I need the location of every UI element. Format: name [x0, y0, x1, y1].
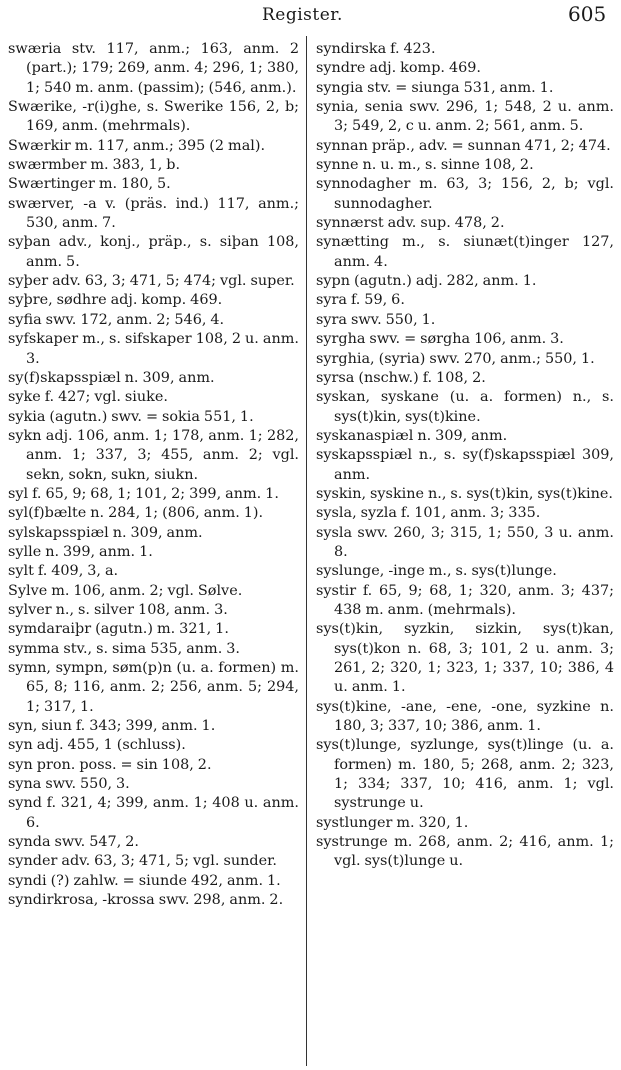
- index-entry: syl f. 65, 9; 68, 1; 101, 2; 399, anm. 1.: [8, 485, 279, 502]
- index-entry: Sylve m. 106, anm. 2; vgl. Sølve.: [8, 582, 243, 599]
- index-entry: swæria stv. 117, anm.; 163, anm. 2 (part.); 179; 269, anm. 4; 296, 1; 380, 1; 540 m. anm. (passim); (546, anm.).: [8, 41, 299, 96]
- index-entry: synda swv. 547, 2.: [8, 834, 139, 851]
- index-entry: syslunge, -inge m., s. sys(t)lunge.: [316, 563, 557, 580]
- index-entry: syrghia, (syria) swv. 270, anm.; 550, 1.: [316, 350, 595, 367]
- index-entry: sys(t)kine, -ane, -ene, -one, syzkine n. 180, 3; 337, 10; 386, anm. 1.: [316, 698, 614, 735]
- index-entry: synnodagher m. 63, 3; 156, 2, b; vgl. sunnodagher.: [316, 176, 614, 212]
- index-entry: Swærike, -r(i)ghe, s. Swerike 156, 2, b; 169, anm. (mehrmals).: [8, 99, 299, 135]
- index-entry: sysla swv. 260, 3; 315, 1; 550, 3 u. anm. 8.: [316, 524, 614, 560]
- index-entry: syrsa (nschw.) f. 108, 2.: [316, 369, 486, 386]
- index-entry: symma stv., s. sima 535, anm. 3.: [8, 640, 240, 657]
- index-column-left: [8, 40, 299, 910]
- index-entry: synder adv. 63, 3; 471, 5; vgl. sunder.: [8, 853, 277, 870]
- index-entry: syþan adv., konj., präp., s. siþan 108, anm. 5.: [8, 234, 299, 270]
- index-entry: sys(t)kin, syzkin, sizkin, sys(t)kan, sys(t)kon n. 68, 3; 101, 2 u. anm. 3; 261, 2; 320, 1; 323, 1; 337, 10; 386, 4 u. anm. 1.: [316, 621, 614, 696]
- index-entry: syndirska f. 423.: [316, 41, 436, 57]
- index-entry: symn, sympn, søm(p)n (u. a. formen) m. 65, 8; 116, anm. 2; 256, anm. 5; 294, 1; 317, 1.: [8, 660, 299, 715]
- index-entry: synætting m., s. siunæt(t)inger 127, anm. 4.: [316, 234, 614, 270]
- index-entry: sys(t)lunge, syzlunge, sys(t)linge (u. a. formen) m. 180, 5; 268, anm. 2; 323, 1; 334; 337, 10; 416, anm. 1; vgl. systrunge u.: [316, 737, 614, 812]
- index-entry: syskan, syskane (u. a. formen) n., s. sys(t)kin, sys(t)kine.: [316, 389, 614, 425]
- index-entry: syndirkrosa, -krossa swv. 298, anm. 2.: [8, 892, 284, 909]
- index-entry: syndre adj. komp. 469.: [316, 60, 481, 77]
- index-entry: sykia (agutn.) swv. = sokia 551, 1.: [8, 408, 254, 425]
- index-entry: Swærtinger m. 180, 5.: [8, 176, 171, 193]
- index-entry: syþer adv. 63, 3; 471, 5; 474; vgl. super.: [8, 273, 295, 290]
- index-entry: swærver, -a v. (präs. ind.) 117, anm.; 530, anm. 7.: [8, 195, 299, 232]
- index-entry: syra f. 59, 6.: [316, 292, 405, 309]
- index-entry: Swærkir m. 117, anm.; 395 (2 mal).: [8, 137, 266, 154]
- column-divider: [306, 36, 307, 1066]
- index-entry: systlunger m. 320, 1.: [316, 814, 469, 831]
- page-header: [0, 0, 621, 34]
- index-entry: syl(f)bælte n. 284, 1; (806, anm. 1).: [8, 505, 264, 522]
- index-entry: syfia swv. 172, anm. 2; 546, 4.: [8, 311, 225, 328]
- index-entry: synia, senia swv. 296, 1; 548, 2 u. anm. 3; 549, 2, c u. anm. 2; 561, anm. 5.: [316, 99, 614, 135]
- index-entry: syna swv. 550, 3.: [8, 776, 130, 793]
- index-entry: syndi (?) zahlw. = siunde 492, anm. 1.: [8, 872, 281, 889]
- index-entry: syra swv. 550, 1.: [316, 311, 436, 328]
- index-entry: syskin, syskine n., s. sys(t)kin, sys(t)kine.: [316, 485, 613, 502]
- index-entry: sy(f)skapsspiæl n. 309, anm.: [8, 369, 215, 386]
- index-entry: systir f. 65, 9; 68, 1; 320, anm. 3; 437; 438 m. anm. (mehrmals).: [316, 582, 614, 618]
- page-number: 605: [568, 2, 607, 26]
- index-entry: syn pron. poss. = sin 108, 2.: [8, 756, 212, 773]
- index-entry: syrgha swv. = sørgha 106, anm. 3.: [316, 331, 564, 348]
- index-entry: syn adj. 455, 1 (schluss).: [8, 737, 186, 754]
- index-column-right: [316, 40, 614, 872]
- running-title: Register.: [262, 5, 343, 25]
- index-entry: syngia stv. = siunga 531, anm. 1.: [316, 79, 554, 96]
- index-entry: syskanaspiæl n. 309, anm.: [316, 427, 508, 444]
- index-entry: symdaraiþr (agutn.) m. 321, 1.: [8, 621, 229, 638]
- index-entry: sylt f. 409, 3, a.: [8, 563, 119, 580]
- index-entry: sylle n. 399, anm. 1.: [8, 543, 153, 560]
- index-entry: sylskapsspiæl n. 309, anm.: [8, 524, 203, 541]
- index-entry: synnærst adv. sup. 478, 2.: [316, 215, 505, 232]
- index-entry: sykn adj. 106, anm. 1; 178, anm. 1; 282, anm. 1; 337, 3; 455, anm. 2; vgl. sekn, sokn, sukn, siukn.: [8, 427, 299, 483]
- index-entry: systrunge m. 268, anm. 2; 416, anm. 1; vgl. sys(t)lunge u.: [316, 834, 614, 870]
- index-entry: synd f. 321, 4; 399, anm. 1; 408 u. anm. 6.: [8, 795, 299, 831]
- index-entry: synne n. u. m., s. sinne 108, 2.: [316, 157, 534, 174]
- index-entry: syþre, sødhre adj. komp. 469.: [8, 292, 223, 309]
- index-entry: swærmber m. 383, 1, b.: [8, 157, 181, 174]
- index-entry: syke f. 427; vgl. siuke.: [8, 389, 168, 406]
- index-entry: sypn (agutn.) adj. 282, anm. 1.: [316, 273, 537, 290]
- index-entry: synnan präp., adv. = sunnan 471, 2; 474.: [316, 137, 611, 154]
- index-entry: syn, siun f. 343; 399, anm. 1.: [8, 718, 216, 735]
- index-entry: syfskaper m., s. sifskaper 108, 2 u. anm. 3.: [8, 331, 299, 367]
- index-entry: syskapsspiæl n., s. sy(f)skapsspiæl 309, anm.: [316, 447, 614, 483]
- index-entry: sysla, syzla f. 101, anm. 3; 335.: [316, 505, 541, 522]
- index-entry: sylver n., s. silver 108, anm. 3.: [8, 601, 228, 618]
